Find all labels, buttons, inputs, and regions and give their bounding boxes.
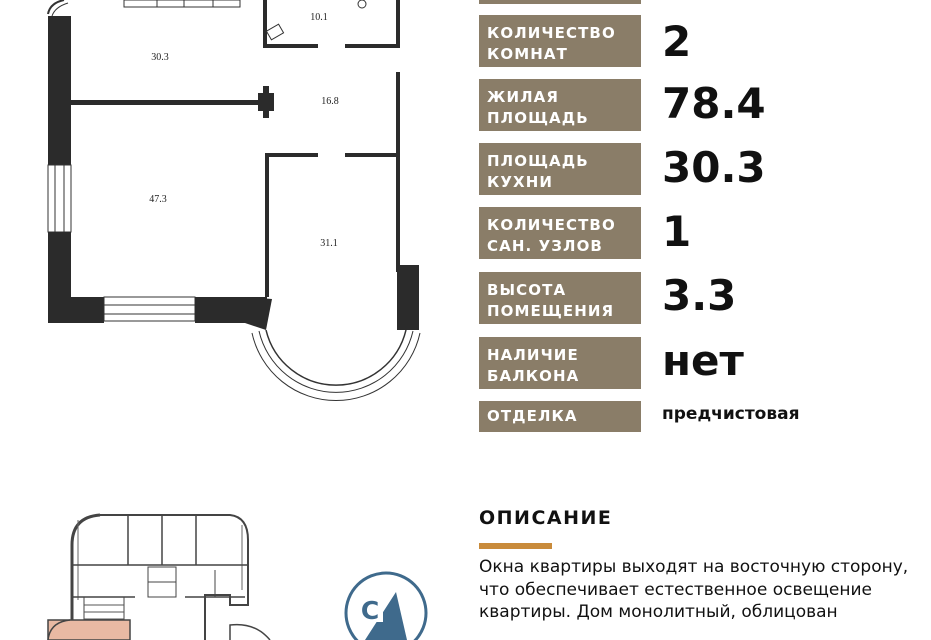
- param-value-finish: предчистовая: [662, 404, 800, 424]
- param-value-balcony: нет: [662, 336, 744, 385]
- param-value-ceiling-height: 3.3: [662, 271, 737, 320]
- param-label-rooms: КОЛИЧЕСТВО КОМНАТ: [479, 15, 641, 67]
- room-label: 31.1: [320, 238, 338, 249]
- top-window: [124, 0, 240, 7]
- param-value-rooms: 2: [662, 17, 692, 66]
- left-wall-upper: [48, 16, 71, 165]
- description-text: Окна квартиры выходят на восточную сторону, что обеспечивает естественное освещение квартиры. Дом монолитный, облицован: [479, 557, 909, 622]
- param-value-kitchen-area: 30.3: [662, 143, 766, 192]
- partition-wall: [71, 100, 261, 105]
- param-label-balcony: НАЛИЧИЕ БАЛКОНА: [479, 337, 641, 389]
- compass: [346, 573, 426, 640]
- param-value-living-area: 78.4: [662, 79, 766, 128]
- mini-floor-plan: [48, 515, 270, 640]
- param-label-bathrooms: КОЛИЧЕСТВО САН. УЗЛОВ: [479, 207, 641, 259]
- param-label-finish: ОТДЕЛКА: [479, 401, 641, 432]
- param-label-living-area: ЖИЛАЯ ПЛОЩАДЬ: [479, 79, 641, 131]
- bottom-window: [104, 297, 195, 321]
- description-accent-bar: [479, 543, 552, 549]
- right-wall-block: [397, 265, 419, 330]
- bay-window: [266, 330, 406, 385]
- bath-fixture: [266, 24, 283, 40]
- top-label-strip: [479, 0, 641, 4]
- room-label: 10.1: [310, 12, 328, 23]
- param-label-kitchen-area: ПЛОЩАДЬ КУХНИ: [479, 143, 641, 195]
- param-value-bathrooms: 1: [662, 207, 692, 256]
- left-window: [48, 165, 71, 232]
- description-heading: ОПИСАНИЕ: [479, 507, 613, 529]
- compass-letter: С: [360, 596, 380, 625]
- top-left-arc-wall: [48, 0, 64, 14]
- bottom-wall-left: [48, 297, 104, 323]
- room-label: 30.3: [151, 52, 169, 63]
- sink-fixture: [358, 0, 366, 8]
- param-label-ceiling-height: ВЫСОТА ПОМЕЩЕНИЯ: [479, 272, 641, 324]
- room-label: 16.8: [321, 96, 339, 107]
- room-label: 47.3: [149, 194, 167, 205]
